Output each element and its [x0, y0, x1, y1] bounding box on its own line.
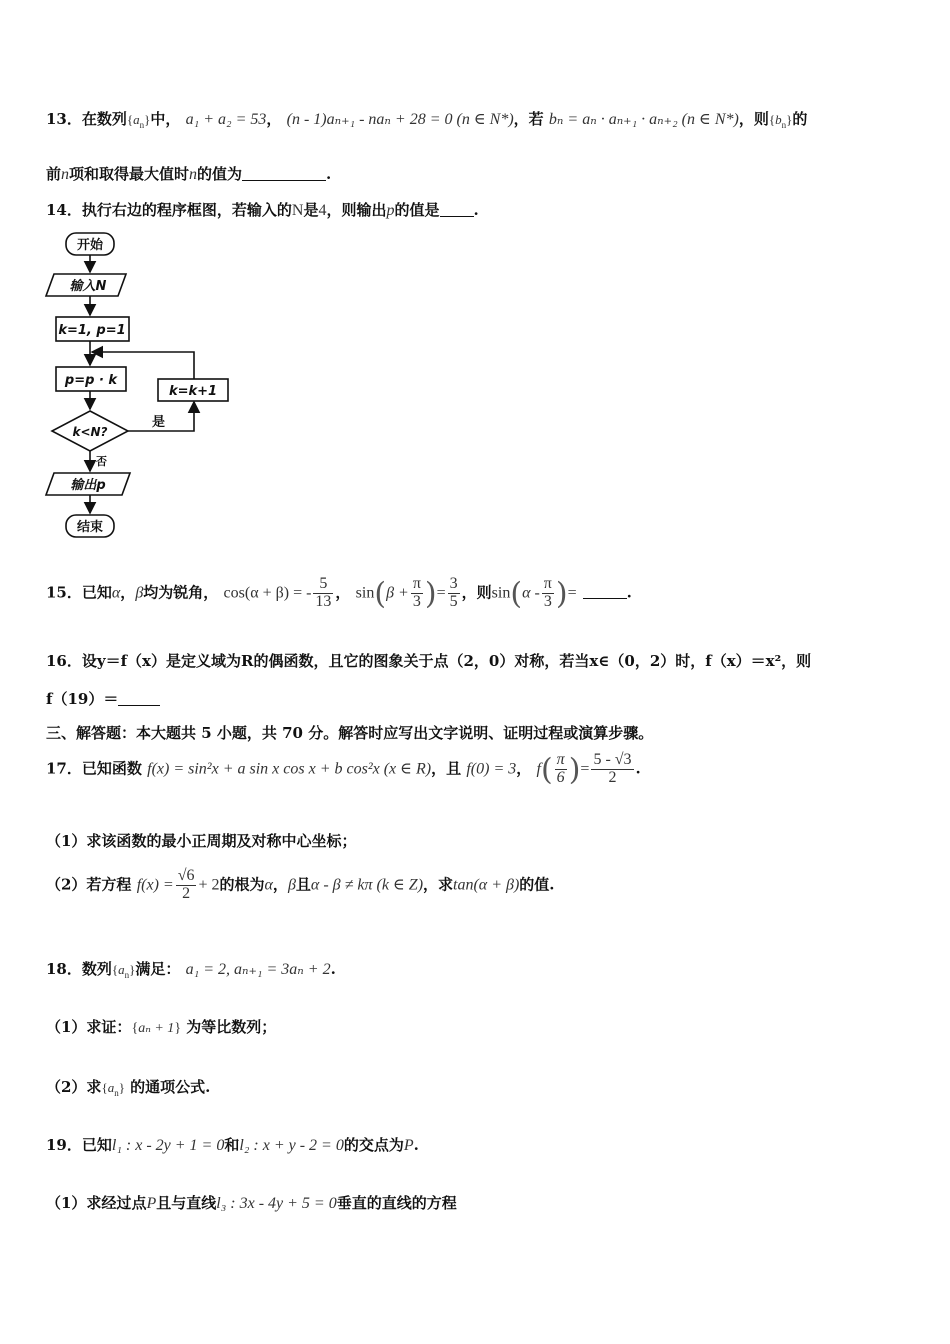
seq-an-symbol: $\{a_n\}$ [126, 112, 151, 130]
answer-blank [118, 691, 160, 706]
q13-number: 13． [46, 110, 82, 128]
q18-line: 18．数列$\{a_n\}$满足： a₁ = 2, aₙ₊₁ = 3aₙ + 2. [46, 960, 336, 980]
answer-blank [583, 584, 627, 599]
q15-number: 15． [46, 583, 82, 602]
flowchart [40, 226, 250, 544]
flow-end-label: 结束 [76, 520, 104, 535]
q19-l2: l₂ : x + y - 2 = 0 [239, 1137, 344, 1154]
q15-line: 15．已知α，β均为锐角， cos(α + β) = - $\frac{5}{13}$ ， sin(β + $\frac{\pi}{3}$ )= $\frac{3}{5}$ ，则sin(α - $\frac{\pi}{3}$ )= . [46, 575, 632, 612]
q17-number: 17． [46, 759, 82, 778]
flow-yes-label: 是 [152, 415, 166, 430]
q18-cond: a₁ = 2, aₙ₊₁ = 3aₙ + 2 [185, 961, 331, 978]
q19-number: 19． [46, 1136, 82, 1154]
q13-line2: 前n项和取得最大值时n的值为 . [46, 165, 332, 183]
q13-cond3: bₙ = aₙ · aₙ₊₁ · aₙ₊₂ (n ∈ N*) [548, 111, 739, 128]
q17-frac: $\frac{5 - √3}{2}$ [593, 751, 632, 786]
q14-number: 14． [46, 201, 82, 219]
q16-text: 设y＝f（x）是定义域为R的偶函数，且它的图象关于点（2，0）对称，若当x∈（0，2）时，f（x）＝x²，则 [81, 652, 812, 670]
section3-heading: 三、解答题：本大题共 5 小题，共 70 分。解答时应写出文字说明、证明过程或演算步骤。 [46, 724, 654, 742]
flow-condition-label: k<N? [72, 425, 108, 439]
flow-multiply-label: p=p · k [64, 373, 118, 388]
q19-part1: （1）求经过点P且与直线l₃ : 3x - 4y + 5 = 0垂直的直线的方程 [46, 1194, 457, 1212]
flow-input-label: 输入N [69, 279, 107, 294]
answer-blank [440, 202, 474, 217]
flow-output-label: 输出p [70, 478, 106, 493]
q16-line2: f（19）＝ [46, 688, 160, 709]
seq-bn-symbol: $\{b_n\}$ [768, 112, 793, 130]
q13-cond1: a₁ + a₂ = 53 [185, 111, 267, 128]
q13-cond2: (n - 1)aₙ₊₁ - naₙ + 28 = 0 (n ∈ N*) [286, 111, 514, 128]
q15-frac1: $\frac{5}{13}$ [315, 575, 332, 610]
q16-line1 [46, 650, 811, 671]
flow-start-label: 开始 [76, 238, 104, 253]
flow-init-label: k=1, p=1 [58, 323, 126, 338]
q17-part1: （1）求该函数的最小正周期及对称中心坐标； [46, 832, 357, 850]
q18-part1: （1）求证：{aₙ + 1} 为等比数列； [46, 1018, 277, 1036]
flow-no-label: 否 [96, 455, 107, 468]
q15-cos-expr: cos(α + β) = - [223, 584, 312, 602]
flow-increment-label: k=k+1 [168, 384, 218, 399]
q13-line1: 13．在数列$\{a_n\}$中， a₁ + a₂ = 53， (n - 1)aₙ₊₁ - naₙ + 28 = 0 (n ∈ N*)，若 bₙ = aₙ · aₙ₊₁ · aₙ₊₂ (n ∈ N*)，则$\{b_n\}$的 [46, 110, 808, 130]
q19-l1: l₁ : x - 2y + 1 = 0 [111, 1137, 225, 1154]
q16-number: 16． [46, 652, 82, 670]
q14-line: 14．执行右边的程序框图，若输入的N是4，则输出p的值是 . [46, 201, 479, 219]
q18-part2: （2）求$\{a_n\}$ 的通项公式. [46, 1078, 211, 1098]
q19-line: 19．已知l₁ : x - 2y + 1 = 0和l₂ : x + y - 2 = 0的交点为P. [46, 1136, 419, 1154]
q18-number: 18． [46, 960, 82, 978]
answer-blank [242, 166, 326, 181]
q19-l3: l₃ : 3x - 4y + 5 = 0 [216, 1195, 337, 1212]
q17-part2: （2）若方程 f(x) = $\frac{√6}{2}$ + 2的根为α，β且α - β ≠ kπ (k ∈ Z)，求tan(α + β)的值. [46, 867, 555, 902]
q17-func: f(x) = sin²x + a sin x cos x + b cos²x (x ∈ R) [147, 760, 432, 778]
q15-frac2: $\frac{3}{5}$ [449, 575, 458, 610]
q17-line: 17．已知函数 f(x) = sin²x + a sin x cos x + b cos²x (x ∈ R)，且 f(0) = 3， f( $\frac{\pi}{6}$ )= $\frac{5 - √3}{2}$ . [46, 751, 641, 788]
